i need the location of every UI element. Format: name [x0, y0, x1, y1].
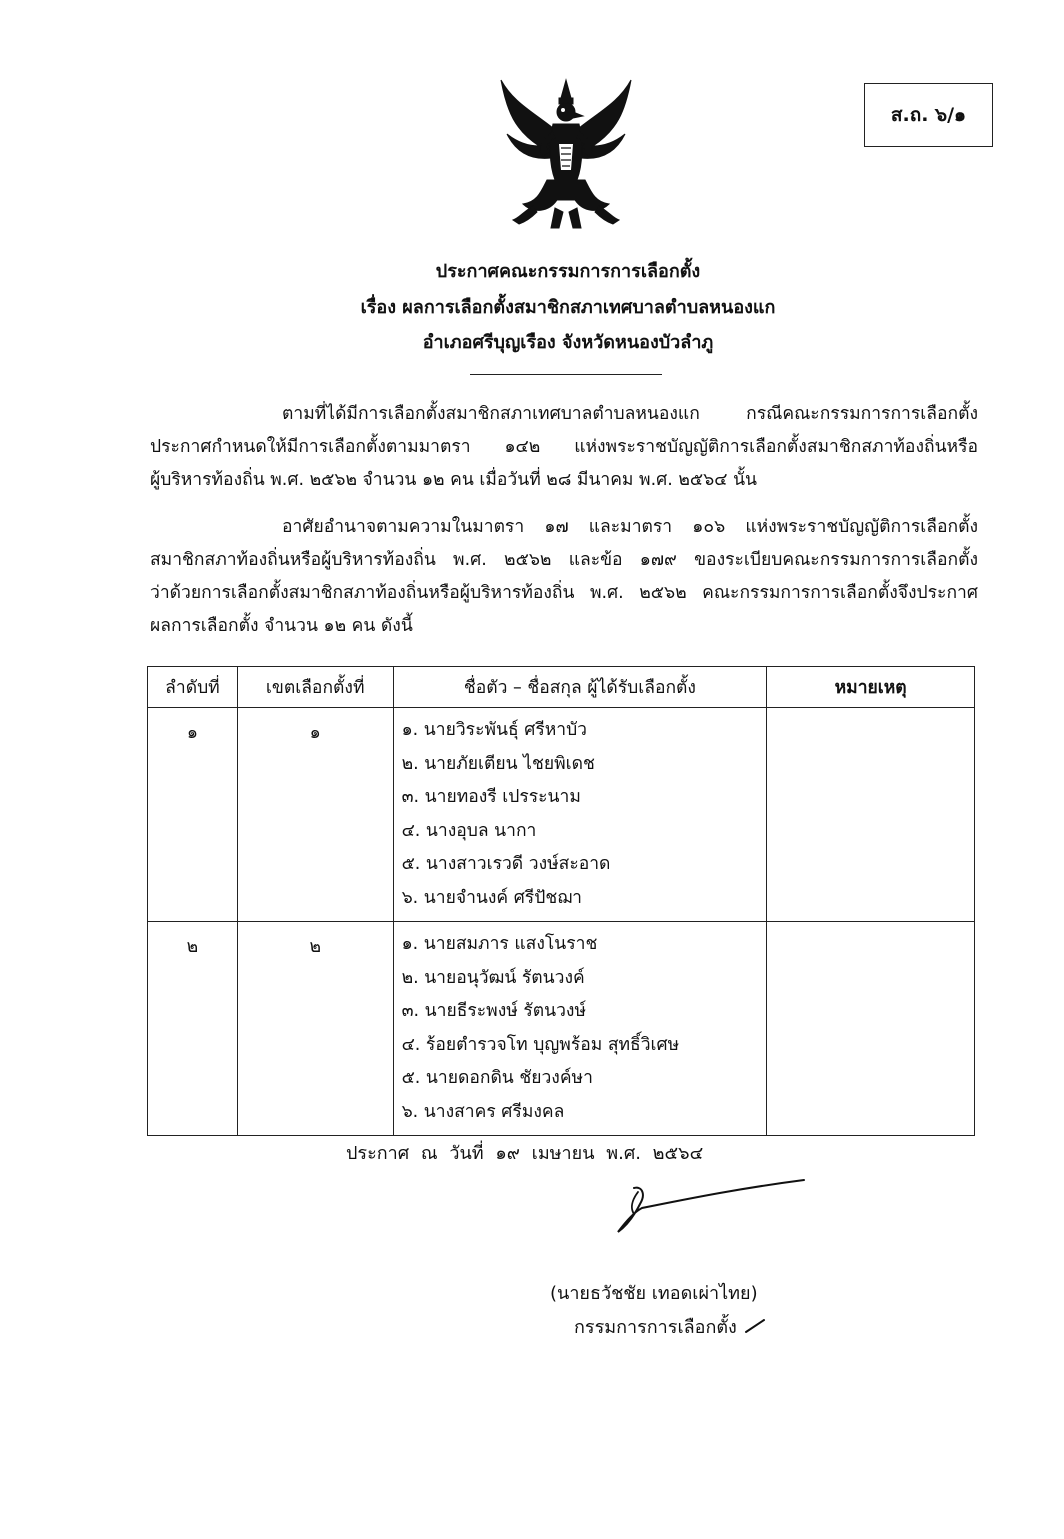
announcement-subject: เรื่อง ผลการเลือกตั้งสมาชิกสภาเทศบาลตำบลหนองแก [360, 297, 776, 318]
table-row [148, 708, 975, 922]
order-cell: ๑ [148, 708, 238, 922]
elected-name: ๕. นางสาวเรวดี วงษ์สะอาด [401, 854, 611, 874]
remark-cell [767, 922, 975, 1136]
elected-name: ๖. นางสาคร ศรีมงคล [401, 1101, 565, 1122]
election-results-table [147, 666, 975, 1136]
paragraph-1 [150, 398, 978, 497]
elected-name: ๔. นางอุบล นากา [401, 820, 537, 841]
elected-name: ๔. ร้อยตำรวจโท บุญพร้อม สุทธิ์วิเศษ [401, 1034, 680, 1055]
elected-name: ๑. นายสมภาร แสงโนราช [401, 934, 598, 954]
paragraph-1-line: ประกาศกำหนดให้มีการเลือกตั้งตามมาตรา ๑๔๒ แห่งพระราชบัญญัติการเลือกตั้งสมาชิกสภาท้องถิ่นหรือ [150, 437, 978, 457]
document-code: ส.ถ. ๖/๑ [890, 104, 967, 126]
table-header-row [148, 667, 975, 708]
signature [612, 1178, 808, 1240]
title-divider [470, 374, 662, 375]
elected-name: ๒. นายอนุวัฒน์ รัตนวงค์ [401, 967, 585, 988]
document-code-box [864, 83, 993, 147]
elected-name: ๓. นายทองรี เปรระนาม [401, 787, 581, 807]
elected-name: ๕. นายดอกดิน ชัยวงค์ษา [401, 1068, 593, 1088]
signer-name: (นายธวัชชัย เทอดเผ่าไทย) [550, 1283, 758, 1304]
elected-names-cell [393, 708, 767, 922]
order-cell: ๒ [148, 922, 238, 1136]
column-header-remark: หมายเหตุ [767, 667, 975, 708]
paragraph-1-line: ตามที่ได้มีการเลือกตั้งสมาชิกสภาเทศบาลตำบลหนองแก กรณีคณะกรรมการการเลือกตั้ง [282, 404, 978, 424]
column-header-district: เขตเลือกตั้งที่ [237, 667, 393, 708]
paragraph-2-line: ว่าด้วยการเลือกตั้งสมาชิกสภาท้องถิ่นหรือผู้บริหารท้องถิ่น พ.ศ. ๒๕๖๒ คณะกรรมการการเลือกตั้งจึงประกาศ [150, 583, 978, 603]
garuda-emblem-icon [493, 72, 639, 232]
pen-mark [744, 1318, 766, 1334]
signer-position: กรรมการการเลือกตั้ง [574, 1317, 737, 1338]
column-header-order: ลำดับที่ [148, 667, 238, 708]
announcement-location: อำเภอศรีบุญเรือง จังหวัดหนองบัวลำภู [422, 332, 714, 353]
elected-name: ๑. นายวิระพันธุ์ ศรีหาบัว [401, 720, 588, 740]
remark-cell [767, 708, 975, 922]
district-cell: ๒ [237, 922, 393, 1136]
column-header-name: ชื่อตัว – ชื่อสกุล ผู้ได้รับเลือกตั้ง [393, 667, 767, 708]
elected-names-cell [393, 922, 767, 1136]
elected-name: ๒. นายภัยเตียน ไชยพิเดช [401, 753, 595, 774]
table-row [148, 922, 975, 1136]
paragraph-2-line: สมาชิกสภาท้องถิ่นหรือผู้บริหารท้องถิ่น พ.ศ. ๒๕๖๒ และข้อ ๑๗๙ ของระเบียบคณะกรรมการการเลือกตั้ง [150, 550, 978, 570]
paragraph-2-line: อาศัยอำนาจตามความในมาตรา ๑๗ และมาตรา ๑๐๖ แห่งพระราชบัญญัติการเลือกตั้ง [282, 517, 978, 537]
paragraph-2 [150, 511, 978, 643]
paragraph-1-line: ผู้บริหารท้องถิ่น พ.ศ. ๒๕๖๒ จำนวน ๑๒ คน เมื่อวันที่ ๒๘ มีนาคม พ.ศ. ๒๕๖๔ นั้น [150, 470, 757, 490]
announcement-title: ประกาศคณะกรรมการการเลือกตั้ง [435, 261, 701, 282]
district-cell: ๑ [237, 708, 393, 922]
announcement-date: ประกาศ ณ วันที่ ๑๙ เมษายน พ.ศ. ๒๕๖๔ [346, 1143, 704, 1164]
paragraph-2-line: ผลการเลือกตั้ง จำนวน ๑๒ คน ดังนี้ [150, 616, 413, 636]
elected-name: ๖. นายจำนงค์ ศรีปัชฌา [401, 887, 582, 908]
elected-name: ๓. นายธีระพงษ์ รัตนวงษ์ [401, 1001, 586, 1021]
